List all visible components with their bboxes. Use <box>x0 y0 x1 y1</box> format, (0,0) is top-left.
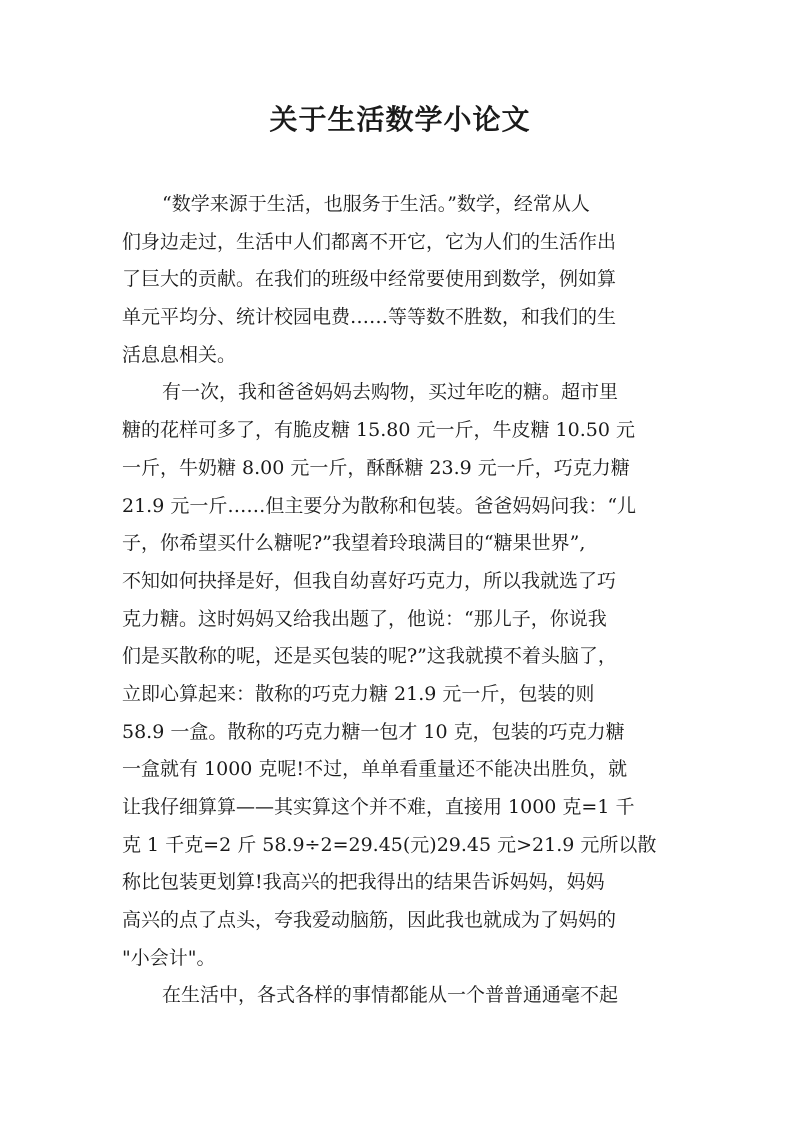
text-line: 活息息相关。 <box>122 343 237 366</box>
text-line: 单元平均分、统计校园电费……等等数不胜数，和我们的生 <box>122 306 617 329</box>
text-line: 一盒就有 1000 克呢!不过，单单看重量还不能决出胜负，就 <box>122 758 628 781</box>
text-line: 不知如何抉择是好，但我自幼喜好巧克力，所以我就选了巧 <box>122 569 617 592</box>
text-line: 克力糖。这时妈妈又给我出题了，他说：“那儿子，你说我 <box>122 607 607 630</box>
text-line: 立即心算起来：散称的巧克力糖 21.9 元一斤，包装的则 <box>122 682 595 705</box>
document-title: 关于生活数学小论文 <box>269 103 531 136</box>
text-line: 称比包装更划算!我高兴的把我得出的结果告诉妈妈，妈妈 <box>122 871 605 894</box>
text-line: 们身边走过，生活中人们都离不开它，它为人们的生活作出 <box>122 230 617 253</box>
text-line: 让我仔细算算——其实算这个并不难，直接用 1000 克=1 千 <box>122 796 635 818</box>
text-line: 在生活中，各式各样的事情都能从一个普普通通毫不起 <box>162 984 619 1007</box>
text-line: 有一次，我和爸爸妈妈去购物，买过年吃的糖。超市里 <box>162 381 619 404</box>
document-body <box>122 186 682 1015</box>
text-line: 糖的花样可多了，有脆皮糖 15.80 元一斤，牛皮糖 10.50 元 <box>122 419 635 442</box>
text-line: 们是买散称的呢，还是买包装的呢?”这我就摸不着头脑了， <box>122 645 617 668</box>
text-line: "小会计"。 <box>122 946 216 969</box>
text-line: 高兴的点了点头，夸我爱动脑筋，因此我也就成为了妈妈的 <box>122 909 617 932</box>
text-line: “数学来源于生活，也服务于生活。”数学，经常从人 <box>162 193 590 215</box>
text-line: 58.9 一盒。散称的巧克力糖一包才 10 克，包装的巧克力糖 <box>122 720 625 743</box>
text-line: 克 1 千克=2 斤 58.9÷2=29.45(元)29.45 元>21.9 元所以散 <box>122 833 657 856</box>
text-line: 子，你希望买什么糖呢?”我望着玲琅满目的“糖果世界”, <box>122 532 586 555</box>
text-line: 21.9 元一斤……但主要分为散称和包装。爸爸妈妈问我：“儿 <box>122 494 637 517</box>
text-line: 一斤，牛奶糖 8.00 元一斤，酥酥糖 23.9 元一斤，巧克力糖 <box>122 456 630 479</box>
text-line: 了巨大的贡献。在我们的班级中经常要使用到数学，例如算 <box>122 268 617 291</box>
